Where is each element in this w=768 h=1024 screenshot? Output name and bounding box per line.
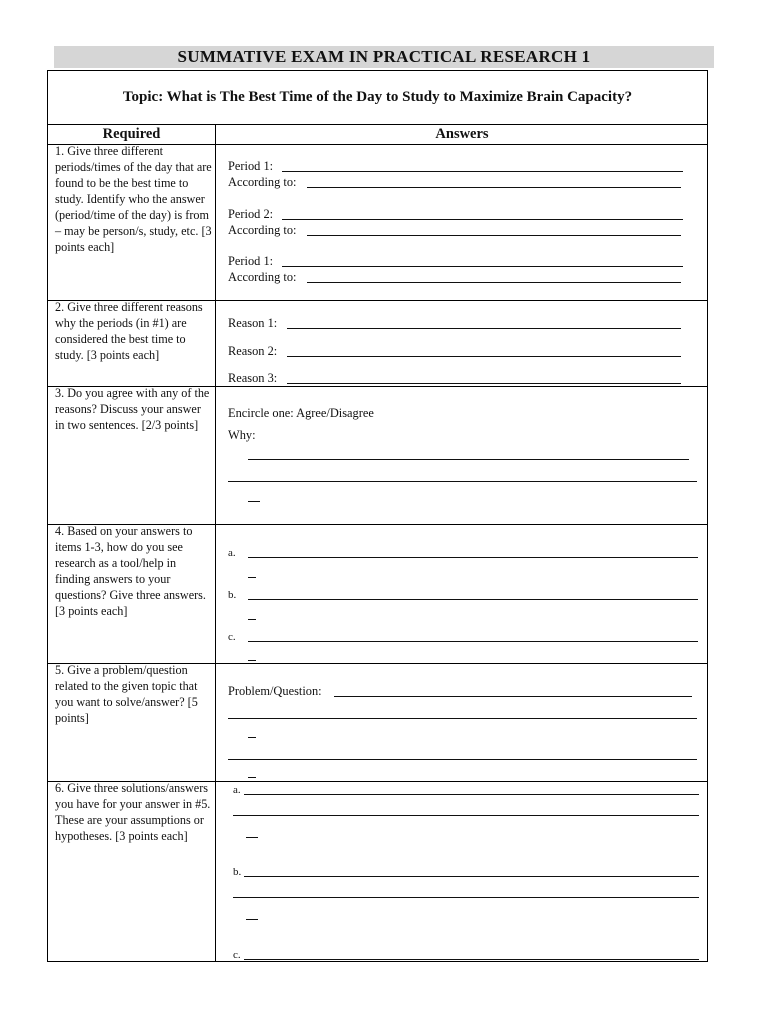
item-2-reason-3-field[interactable] <box>287 383 681 384</box>
item-4-b-line-end <box>248 619 256 620</box>
item-6-b-field[interactable] <box>244 876 699 877</box>
item-4-b-label: b. <box>228 589 237 601</box>
item-6-a-field[interactable] <box>244 794 699 795</box>
item-2-reason-2-field[interactable] <box>287 356 681 357</box>
item-1-period-1-label: Period 1: <box>228 159 274 173</box>
item-1-source-3-field[interactable] <box>307 282 681 283</box>
item-5-answer-line-1-end <box>248 737 256 738</box>
item-4-a-field[interactable] <box>248 557 698 558</box>
item-4-c-label: c. <box>228 631 236 643</box>
item-6-b-line-end <box>246 919 258 920</box>
item-4-a-label: a. <box>228 547 236 559</box>
item-2-reason-1-field[interactable] <box>287 328 681 329</box>
item-5-problem-field[interactable] <box>334 696 692 697</box>
item-5-answer-line-2-end <box>248 777 256 778</box>
item-6-a-label: a. <box>233 784 241 796</box>
answers-column-header: Answers <box>435 126 489 142</box>
item-5-answer-line-1[interactable] <box>228 718 697 719</box>
item-3-instruction: 3. Do you agree with any of the reasons? Discuss your answer in two sentences. [2/3 points] <box>55 386 210 432</box>
item-3-answer-line-end <box>248 501 260 502</box>
item-1-source-2-label: According to: <box>228 223 297 237</box>
item-6-instruction: 6. Give three solutions/answers you have for your answer in #5. These are your assumptions or hypotheses. [3 points each] <box>55 781 211 843</box>
column-divider <box>215 125 216 962</box>
item-4-c-field[interactable] <box>248 641 698 642</box>
item-3-answer-line-2[interactable] <box>228 481 697 482</box>
item-1-source-1-label: According to: <box>228 175 297 189</box>
item-2-reason-2-label: Reason 2: <box>228 344 278 358</box>
item-4-c-line-end <box>248 660 256 661</box>
item-3-why-label: Why: <box>228 428 256 442</box>
item-2-instruction: 2. Give three different reasons why the periods (in #1) are considered the best time to study. [3 points each] <box>55 300 203 362</box>
item-1-source-2-field[interactable] <box>307 235 681 236</box>
item-3-answer-line-1[interactable] <box>248 459 689 460</box>
item-6-c-field[interactable] <box>244 959 699 960</box>
required-column-header: Required <box>102 126 161 142</box>
item-5-problem-label: Problem/Question: <box>228 684 322 698</box>
item-6-c-label: c. <box>233 949 241 961</box>
item-4-b-field[interactable] <box>248 599 698 600</box>
item-5-instruction: 5. Give a problem/question related to the given topic that you want to solve/answer? [5 points] <box>55 663 198 725</box>
item-4-instruction: 4. Based on your answers to items 1-3, how do you see research as a tool/help in finding answers to your questions? Give three answers. [3 points each] <box>55 524 206 618</box>
item-6-a-line-end <box>246 837 258 838</box>
item-5-answer-line-2[interactable] <box>228 759 697 760</box>
item-6-b-line-2[interactable] <box>233 897 699 898</box>
item-3-encircle-label: Encircle one: Agree/Disagree <box>228 406 374 420</box>
item-1-instruction: 1. Give three different periods/times of the day that are found to be the best time to study. Identify who the answer (period/time of the day) is from – may be person/s, study, etc. [3 points each] <box>55 144 212 254</box>
item-1-period-2-field[interactable] <box>282 219 683 220</box>
item-6-a-line-2[interactable] <box>233 815 699 816</box>
item-2-reason-1-label: Reason 1: <box>228 316 278 330</box>
item-1-source-1-field[interactable] <box>307 187 681 188</box>
item-1-period-3-label: Period 1: <box>228 254 274 268</box>
item-1-period-2-label: Period 2: <box>228 207 274 221</box>
item-1-period-3-field[interactable] <box>282 266 683 267</box>
item-1-source-3-label: According to: <box>228 270 297 284</box>
item-6-b-label: b. <box>233 866 242 878</box>
item-2-reason-3-label: Reason 3: <box>228 371 278 385</box>
exam-table <box>47 70 708 962</box>
exam-title: SUMMATIVE EXAM IN PRACTICAL RESEARCH 1 <box>54 46 714 68</box>
item-4-a-line-end <box>248 577 256 578</box>
topic-heading: Topic: What is The Best Time of the Day to Study to Maximize Brain Capacity? <box>48 71 707 125</box>
item-1-period-1-field[interactable] <box>282 171 683 172</box>
